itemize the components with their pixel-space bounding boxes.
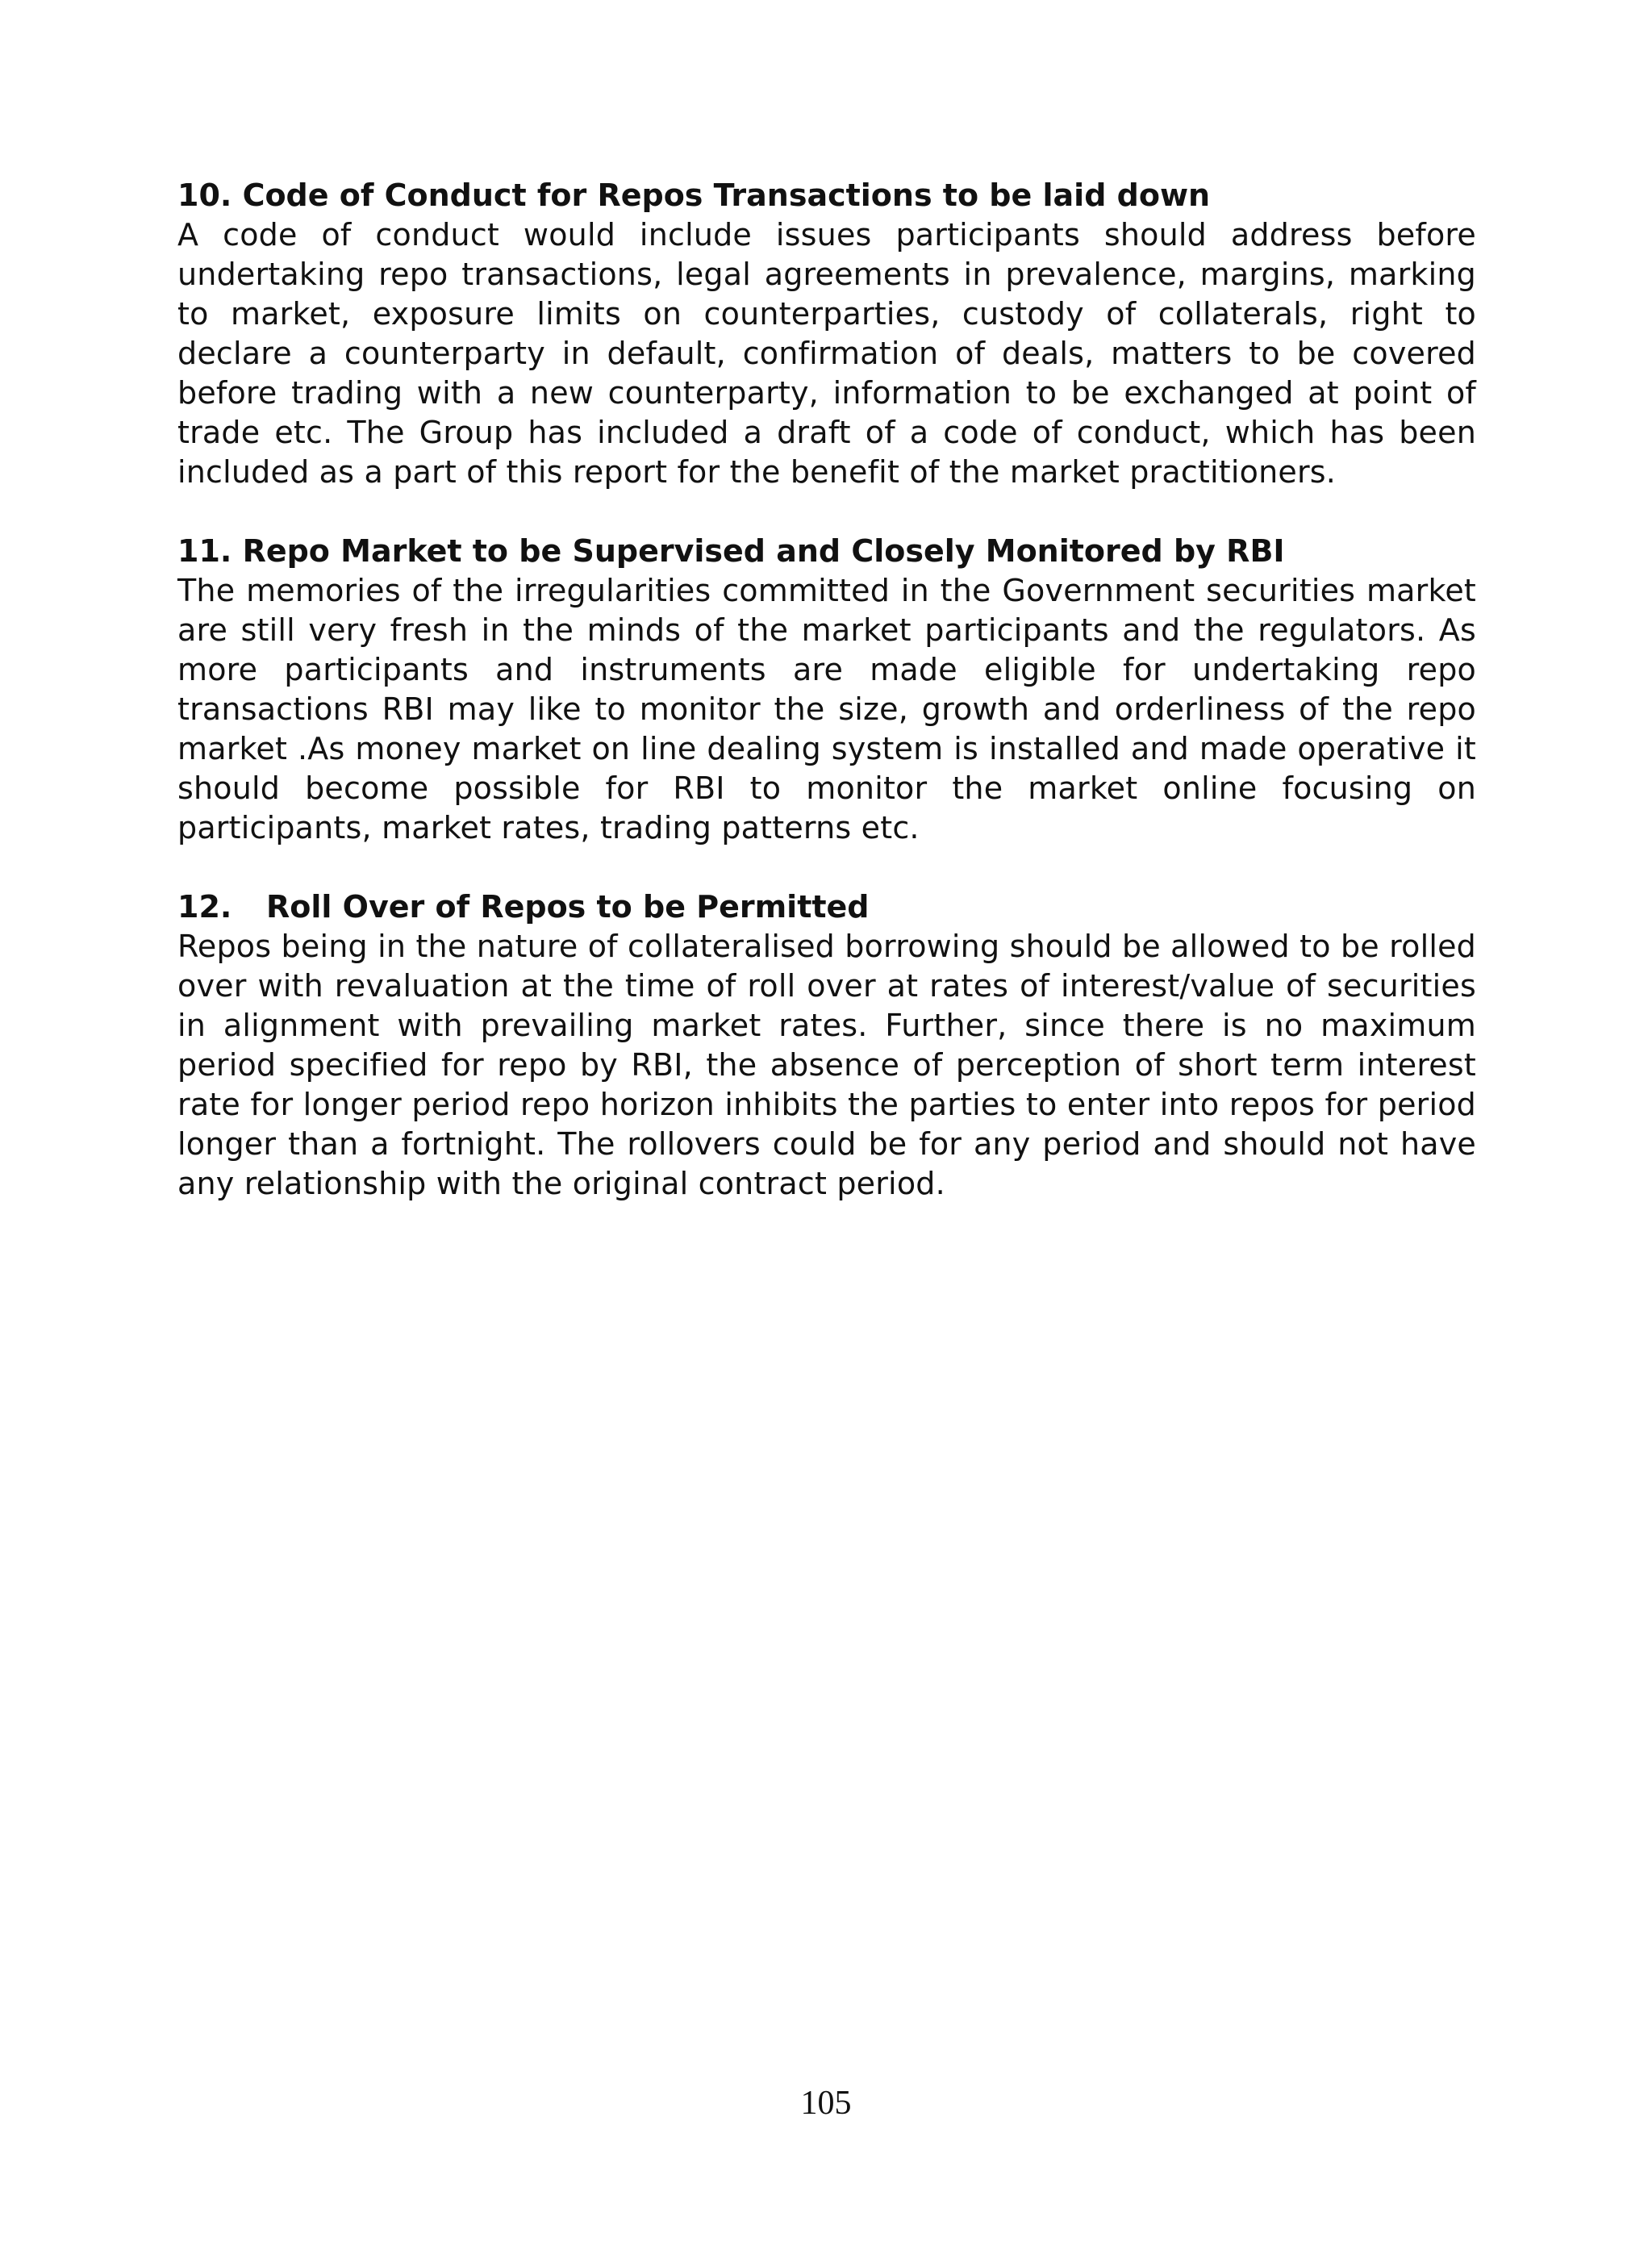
- section-number: 10.: [177, 177, 232, 213]
- section-body: The memories of the irregularities committed in the Government securities market are still very fresh in the minds of the market participants and the regulators. As more participants and instruments are made eligible for undertaking repo transactions RBI may like to monitor the size, growth and orderliness of the repo market .As money market on line dealing system is installed and made operative it should become possible for RBI to monitor the market online focusing on participants, market rates, trading patterns etc.: [177, 573, 1476, 845]
- section-body: A code of conduct would include issues participants should address before undertaking repo transactions, legal agreements in prevalence, margins, marking to market, exposure limits on counterparties, custody of collaterals, right to declare a counterparty in default, confirmation of deals, matters to be covered before trading with a new counterparty, information to be exchanged at point of trade etc. The Group has included a draft of a code of conduct, which has been included as a part of this report for the benefit of the market practitioners.: [177, 217, 1476, 490]
- section-12: [177, 887, 1476, 1204]
- section-number: 12.: [177, 889, 232, 925]
- section-heading: [177, 176, 1476, 215]
- section-title: Roll Over of Repos to be Permitted: [266, 889, 870, 925]
- section-title: Code of Conduct for Repos Transactions to be laid down: [242, 177, 1211, 213]
- section-11: [177, 532, 1476, 848]
- page-number: 105: [800, 2085, 852, 2122]
- document-content: [177, 176, 1476, 1243]
- section-number: 11.: [177, 533, 232, 569]
- section-10: [177, 176, 1476, 492]
- section-heading: [177, 887, 1476, 927]
- section-heading: [177, 532, 1476, 571]
- section-body: Repos being in the nature of collateralised borrowing should be allowed to be rolled over with revaluation at the time of roll over at rates of interest/value of securities in alignment with prevailing market rates. Further, since there is no maximum period specified for repo by RBI, the absence of perception of short term interest rate for longer period repo horizon inhibits the parties to enter into repos for period longer than a fortnight. The rollovers could be for any period and should not have any relationship with the original contract period.: [177, 929, 1476, 1201]
- section-title: Repo Market to be Supervised and Closely Monitored by RBI: [242, 533, 1285, 569]
